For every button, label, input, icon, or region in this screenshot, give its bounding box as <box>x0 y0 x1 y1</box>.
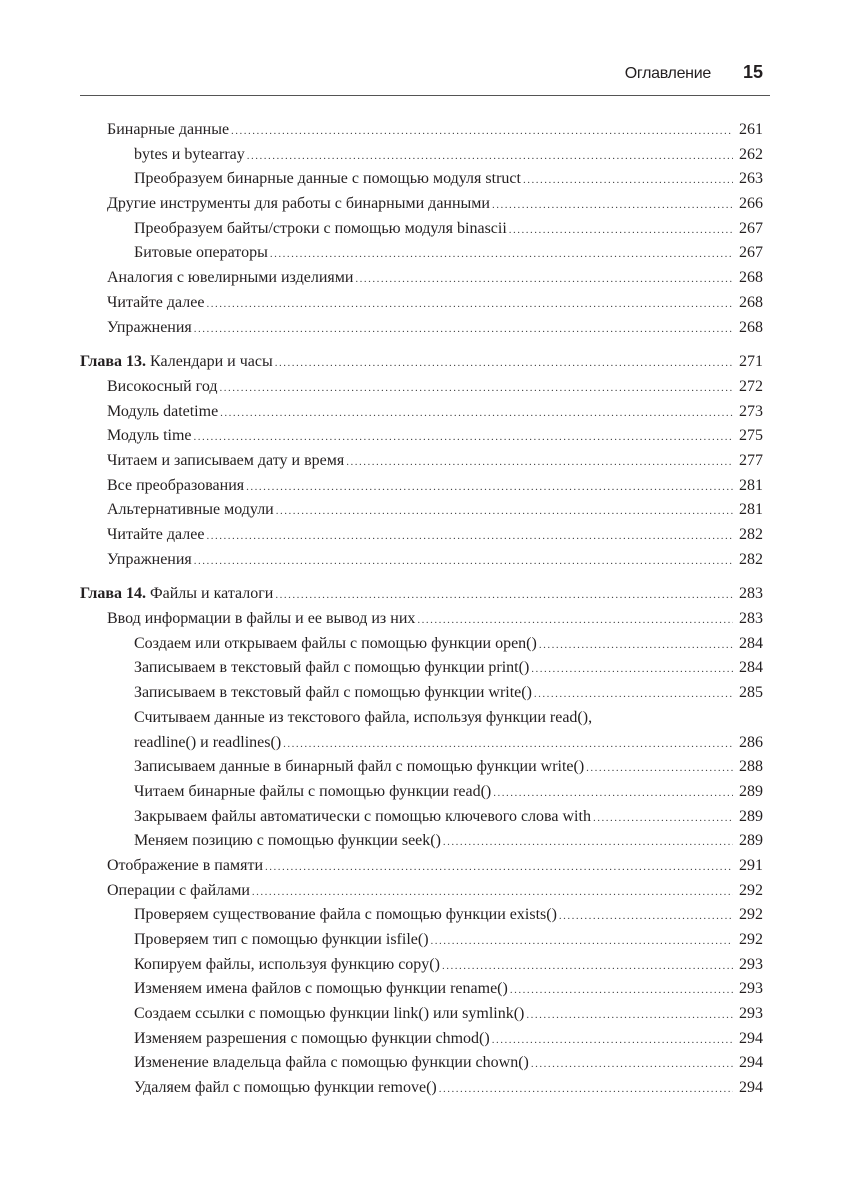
entry-title: Битовые операторы <box>134 244 268 262</box>
dot-leader <box>220 401 733 426</box>
dot-leader <box>509 218 733 243</box>
dot-leader <box>523 168 733 193</box>
entry-title: Преобразуем бинарные данные с помощью модуля struct <box>134 170 521 188</box>
dot-leader <box>443 830 733 855</box>
page-number: 15 <box>742 62 763 82</box>
entry-title: Бинарные данные <box>107 121 230 138</box>
dot-leader <box>442 954 733 979</box>
entry-page-number: 261 <box>739 121 763 138</box>
dot-leader <box>276 499 733 524</box>
dot-leader <box>492 193 733 218</box>
entry-page-number: 283 <box>739 585 763 603</box>
toc-entry[interactable] <box>80 449 763 474</box>
entry-page-number: 266 <box>739 195 763 213</box>
toc-entry[interactable] <box>80 217 763 242</box>
toc-entry[interactable] <box>80 755 763 780</box>
dot-leader <box>247 144 733 169</box>
toc-entry[interactable] <box>80 854 763 879</box>
dot-leader <box>194 317 733 342</box>
dot-leader <box>531 1052 733 1077</box>
toc-entry[interactable] <box>80 1002 763 1027</box>
entry-page-number: 267 <box>739 219 763 237</box>
dot-leader <box>439 1077 733 1102</box>
toc-entry[interactable] <box>80 780 763 805</box>
entry-title: Создаем ссылки с помощью функции link() или symlink() <box>134 1005 525 1023</box>
dot-leader <box>206 292 733 317</box>
dot-leader <box>231 119 733 144</box>
toc-entry[interactable] <box>80 656 763 681</box>
entry-title: Изменяем имена файлов с помощью функции rename() <box>134 980 508 998</box>
toc-entry[interactable] <box>80 498 763 523</box>
entry-page-number: 277 <box>739 451 763 469</box>
entry-page-number: 275 <box>739 427 763 445</box>
entry-page-number: 284 <box>739 659 763 677</box>
toc-entry[interactable] <box>80 1027 763 1052</box>
entry-title: Отображение в памяти <box>107 856 264 874</box>
dot-leader <box>593 806 733 831</box>
dot-leader <box>539 633 733 658</box>
toc-entry[interactable] <box>80 805 763 830</box>
entry-page-number: 273 <box>739 402 763 420</box>
entry-title: Закрываем файлы автоматически с помощью ключевого слова with <box>134 807 591 825</box>
dot-leader <box>492 1028 733 1053</box>
toc-entry[interactable] <box>80 928 763 953</box>
entry-title: Создаем или открываем файлы с помощью функции open() <box>134 634 537 652</box>
dot-leader <box>194 425 733 450</box>
toc-entry[interactable] <box>80 1076 763 1101</box>
toc-entry[interactable] <box>80 118 763 143</box>
toc-entry[interactable] <box>80 266 763 291</box>
entry-title: Календари и часы <box>150 353 273 371</box>
entry-title: bytes и bytearray <box>134 145 245 163</box>
entry-page-number: 292 <box>739 931 763 948</box>
toc-entry[interactable] <box>80 1051 763 1076</box>
toc-entry-continuation[interactable] <box>80 731 763 756</box>
dot-leader <box>559 904 733 929</box>
entry-title: Копируем файлы, используя функцию copy() <box>134 955 440 973</box>
entry-page-number: 289 <box>739 832 763 850</box>
dot-leader <box>252 880 733 905</box>
toc-entry[interactable] <box>80 400 763 425</box>
dot-leader <box>586 756 733 781</box>
entry-page-number: 281 <box>739 476 763 494</box>
dot-leader <box>526 1003 733 1028</box>
entry-title: Операции с файлами <box>107 881 250 899</box>
dot-leader <box>275 583 733 608</box>
toc-entry[interactable] <box>80 316 763 341</box>
toc-chapter-entry[interactable] <box>80 582 763 607</box>
dot-leader <box>355 267 733 292</box>
entry-page-number: 268 <box>739 269 763 287</box>
entry-title: Читаем и записываем дату и время <box>107 451 345 469</box>
toc-entry[interactable] <box>80 167 763 192</box>
entry-title: Записываем данные в бинарный файл с помощью функции write() <box>134 758 585 776</box>
toc-entry[interactable] <box>80 829 763 854</box>
entry-page-number: 284 <box>739 634 763 652</box>
toc-entry[interactable] <box>80 977 763 1002</box>
dot-leader <box>270 242 733 267</box>
entry-page-number: 283 <box>739 610 763 628</box>
entry-page-number: 293 <box>739 1005 763 1023</box>
entry-title: Считываем данные из текстового файла, используя функции read(), <box>134 708 593 726</box>
entry-title: Все преобразования <box>107 476 245 494</box>
entry-title: Удаляем файл с помощью функции remove() <box>134 1079 437 1097</box>
dot-leader <box>493 781 733 806</box>
dot-leader <box>534 682 733 707</box>
toc-entry[interactable] <box>80 706 763 731</box>
toc-entry[interactable] <box>80 241 763 266</box>
entry-title-continuation: readline() и readlines() <box>134 733 282 751</box>
dot-leader <box>194 549 733 574</box>
toc-entry[interactable] <box>80 953 763 978</box>
dot-leader <box>283 732 733 757</box>
dot-leader <box>346 450 733 475</box>
entry-title: Читаем бинарные файлы с помощью функции read() <box>134 782 492 800</box>
entry-title: Модуль time <box>107 427 192 445</box>
entry-title: Преобразуем байты/строки с помощью модуля binascii <box>134 219 507 237</box>
entry-page-number: 263 <box>739 170 763 188</box>
entry-title: Записываем в текстовый файл с помощью функции print() <box>134 659 530 677</box>
entry-title: Високосный год <box>107 377 218 395</box>
table-of-contents <box>80 118 763 1101</box>
entry-page-number: 268 <box>739 318 763 336</box>
toc-entry[interactable] <box>80 474 763 499</box>
dot-leader <box>265 855 733 880</box>
entry-page-number: 282 <box>739 526 763 543</box>
toc-entry[interactable] <box>80 523 763 548</box>
toc-entry[interactable] <box>80 375 763 400</box>
entry-page-number: 262 <box>739 145 763 163</box>
toc-entry[interactable] <box>80 632 763 657</box>
entry-page-number: 294 <box>739 1079 763 1097</box>
entry-page-number: 285 <box>739 684 763 702</box>
entry-page-number: 289 <box>739 782 763 800</box>
dot-leader <box>220 376 733 401</box>
entry-page-number: 272 <box>739 377 763 395</box>
entry-page-number: 267 <box>739 244 763 262</box>
entry-title: Записываем в текстовый файл с помощью функции write() <box>134 684 532 702</box>
entry-page-number: 292 <box>739 881 763 899</box>
entry-page-number: 289 <box>739 807 763 825</box>
dot-leader <box>417 608 733 633</box>
entry-title: Проверяем существование файла с помощью функции exists() <box>134 906 557 924</box>
dot-leader <box>275 351 733 376</box>
entry-page-number: 293 <box>739 980 763 998</box>
entry-page-number: 291 <box>739 856 763 874</box>
chapter-number: Глава 14. <box>80 585 146 603</box>
dot-leader <box>531 657 733 682</box>
entry-title: Изменение владельца файла с помощью функции chown() <box>134 1054 529 1072</box>
dot-leader <box>246 475 733 500</box>
entry-page-number: 293 <box>739 955 763 973</box>
entry-title: Файлы и каталоги <box>150 585 274 603</box>
dot-leader <box>206 524 733 549</box>
toc-entry[interactable] <box>80 903 763 928</box>
entry-title: Меняем позицию с помощью функции seek() <box>134 832 441 850</box>
toc-entry[interactable] <box>80 607 763 632</box>
entry-page-number: 288 <box>739 758 763 776</box>
entry-title: Аналогия с ювелирными изделиями <box>107 269 354 287</box>
entry-title: Ввод информации в файлы и ее вывод из них <box>107 610 416 628</box>
entry-page-number: 292 <box>739 906 763 924</box>
entry-page-number: 282 <box>739 550 763 568</box>
toc-entry[interactable] <box>80 548 763 573</box>
running-header-title: Оглавление <box>624 65 711 82</box>
entry-page-number: 281 <box>739 501 763 519</box>
entry-title: Читайте далее <box>107 293 205 311</box>
entry-page-number: 294 <box>739 1054 763 1072</box>
entry-title: Другие инструменты для работы с бинарными данными <box>107 195 490 213</box>
running-header <box>80 62 763 88</box>
entry-title: Проверяем тип с помощью функции isfile() <box>134 931 429 948</box>
toc-entry[interactable] <box>80 143 763 168</box>
entry-title: Изменяем разрешения с помощью функции chmod() <box>134 1029 490 1047</box>
chapter-number: Глава 13. <box>80 353 146 371</box>
toc-chapter-entry[interactable] <box>80 350 763 375</box>
header-rule <box>80 95 770 96</box>
dot-leader <box>431 929 733 954</box>
toc-entry[interactable] <box>80 192 763 217</box>
toc-entry[interactable] <box>80 681 763 706</box>
dot-leader <box>510 978 733 1003</box>
entry-page-number: 286 <box>739 733 763 751</box>
toc-entry[interactable] <box>80 424 763 449</box>
entry-page-number: 271 <box>739 353 763 371</box>
entry-title: Читайте далее <box>107 526 205 543</box>
toc-entry[interactable] <box>80 291 763 316</box>
entry-page-number: 294 <box>739 1029 763 1047</box>
entry-title: Упражнения <box>107 550 192 568</box>
entry-title: Упражнения <box>107 318 192 336</box>
toc-entry[interactable] <box>80 879 763 904</box>
entry-title: Модуль datetime <box>107 402 219 420</box>
entry-page-number: 268 <box>739 293 763 311</box>
entry-title: Альтернативные модули <box>107 501 274 519</box>
